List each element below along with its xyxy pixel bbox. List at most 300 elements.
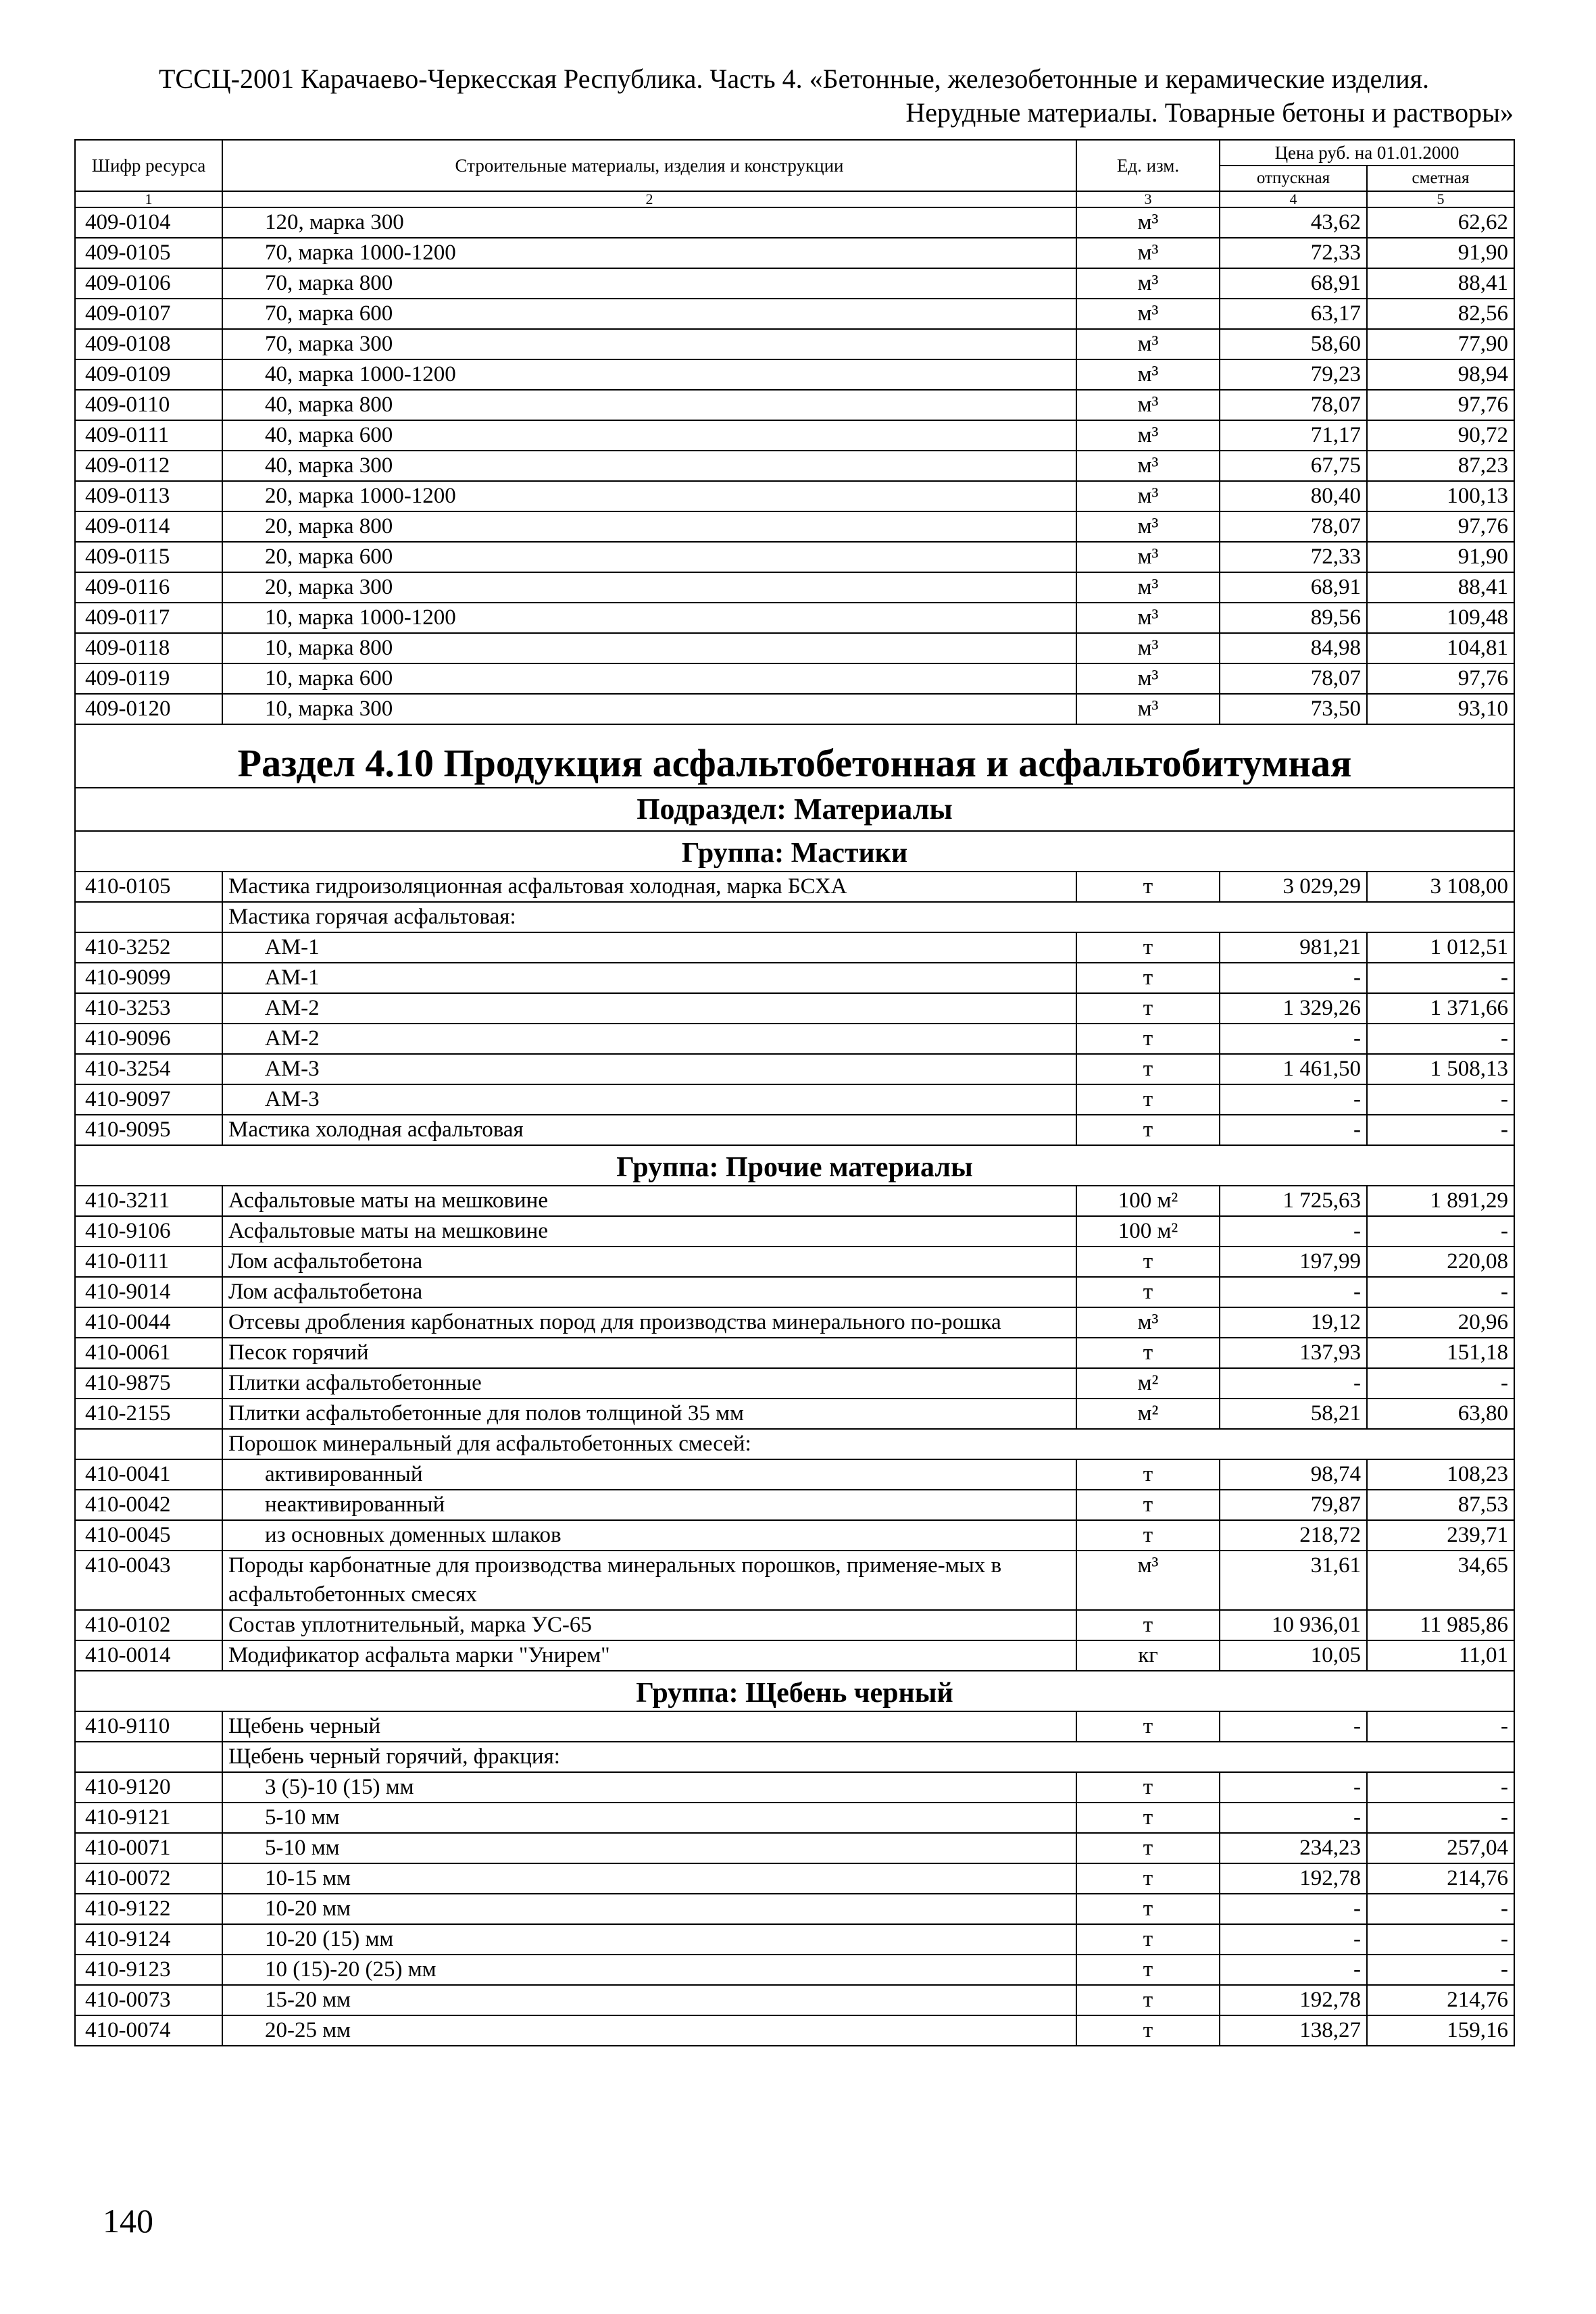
group-title [75, 1145, 1514, 1186]
table-cell: 31,61 [1220, 1551, 1367, 1610]
table-row [75, 1551, 1514, 1610]
table-cell: 137,93 [1220, 1338, 1367, 1368]
table-cell: т [1076, 1610, 1220, 1640]
page-header [74, 62, 1514, 130]
table-row [75, 238, 1514, 268]
table-row [75, 1216, 1514, 1247]
table-cell: неактивированный [222, 1490, 1076, 1520]
table-cell: 409-0116 [75, 572, 222, 603]
table-cell: т [1076, 1024, 1220, 1054]
note-text: Порошок минеральный для асфальтобетонных смесей: [222, 1429, 1514, 1459]
table-cell: 72,33 [1220, 238, 1367, 268]
table-cell: т [1076, 1338, 1220, 1368]
table-row [75, 1955, 1514, 1985]
note-row [75, 1429, 1514, 1459]
table-cell: 90,72 [1367, 420, 1514, 451]
table-cell: Плитки асфальтобетонные для полов толщиной 35 мм [222, 1399, 1076, 1429]
table-cell: 91,90 [1367, 238, 1514, 268]
table-cell: м³ [1076, 207, 1220, 238]
table-cell: м³ [1076, 481, 1220, 511]
table-cell: т [1076, 1863, 1220, 1894]
table-cell: т [1076, 1833, 1220, 1863]
table-row [75, 1024, 1514, 1054]
table-cell: - [1367, 1277, 1514, 1307]
table-row [75, 1520, 1514, 1551]
page-number: 140 [103, 2202, 153, 2240]
table-cell: 409-0113 [75, 481, 222, 511]
table-cell: м³ [1076, 1551, 1220, 1610]
table-row [75, 1054, 1514, 1084]
table-cell [75, 1429, 222, 1459]
table-cell: 20, марка 800 [222, 511, 1076, 542]
table-row [75, 1610, 1514, 1640]
table-cell: - [1367, 1772, 1514, 1803]
table-cell: 109,48 [1367, 603, 1514, 633]
table-cell: - [1220, 1216, 1367, 1247]
table-cell: м³ [1076, 603, 1220, 633]
table-row [75, 1490, 1514, 1520]
table-cell: 410-9099 [75, 963, 222, 993]
table-cell: Состав уплотнительный, марка УС-65 [222, 1610, 1076, 1640]
table-cell: т [1076, 1772, 1220, 1803]
table-row [75, 390, 1514, 420]
header-line-2: Нерудные материалы. Товарные бетоны и растворы» [905, 97, 1514, 128]
table-cell: 72,33 [1220, 542, 1367, 572]
price-table [74, 139, 1515, 2046]
table-row [75, 603, 1514, 633]
table-cell: 1 508,13 [1367, 1054, 1514, 1084]
group-title-text: Группа: Мастики [75, 831, 1514, 872]
table-cell: 120, марка 300 [222, 207, 1076, 238]
table-cell: 10-20 мм [222, 1894, 1076, 1924]
table-row [75, 993, 1514, 1024]
table-cell: 409-0118 [75, 633, 222, 663]
table-cell: АМ-1 [222, 963, 1076, 993]
table-cell: м³ [1076, 511, 1220, 542]
table-cell: 20,96 [1367, 1307, 1514, 1338]
table-cell: 10 936,01 [1220, 1610, 1367, 1640]
table-cell: 100 м² [1076, 1186, 1220, 1216]
table-cell: 410-9106 [75, 1216, 222, 1247]
table-cell: Лом асфальтобетона [222, 1277, 1076, 1307]
table-cell: 410-0061 [75, 1338, 222, 1368]
table-cell: 409-0119 [75, 663, 222, 694]
table-row [75, 481, 1514, 511]
table-row [75, 932, 1514, 963]
table-cell: 410-9097 [75, 1084, 222, 1115]
table-cell: 10, марка 300 [222, 694, 1076, 724]
table-cell: 214,76 [1367, 1985, 1514, 2015]
table-cell: т [1076, 1247, 1220, 1277]
table-cell: Модификатор асфальта марки "Унирем" [222, 1640, 1076, 1671]
table-cell: 71,17 [1220, 420, 1367, 451]
table-cell: т [1076, 963, 1220, 993]
table-cell: м³ [1076, 663, 1220, 694]
table-cell: 410-0044 [75, 1307, 222, 1338]
table-cell: 63,80 [1367, 1399, 1514, 1429]
table-cell: 220,08 [1367, 1247, 1514, 1277]
table-row [75, 420, 1514, 451]
table-cell: 78,07 [1220, 511, 1367, 542]
table-cell: 410-0014 [75, 1640, 222, 1671]
table-cell: - [1367, 1084, 1514, 1115]
table-cell: 87,23 [1367, 451, 1514, 481]
table-cell: 981,21 [1220, 932, 1367, 963]
table-cell: 192,78 [1220, 1985, 1367, 2015]
table-cell: 20, марка 600 [222, 542, 1076, 572]
table-cell: 10 (15)-20 (25) мм [222, 1955, 1076, 1985]
table-cell: 218,72 [1220, 1520, 1367, 1551]
table-row [75, 1277, 1514, 1307]
table-cell: Асфальтовые маты на мешковине [222, 1186, 1076, 1216]
table-cell: 409-0120 [75, 694, 222, 724]
table-cell: 151,18 [1367, 1338, 1514, 1368]
table-cell: - [1220, 1115, 1367, 1145]
table-cell: 15-20 мм [222, 1985, 1076, 2015]
table-cell: т [1076, 1459, 1220, 1490]
table-cell: АМ-1 [222, 932, 1076, 963]
table-cell: из основных доменных шлаков [222, 1520, 1076, 1551]
table-cell: 104,81 [1367, 633, 1514, 663]
table-cell: 34,65 [1367, 1551, 1514, 1610]
table-cell: 3 108,00 [1367, 872, 1514, 902]
group-title [75, 1671, 1514, 1711]
table-cell: 409-0112 [75, 451, 222, 481]
table-cell: 410-0072 [75, 1863, 222, 1894]
table-cell: - [1220, 1024, 1367, 1054]
table-cell: 11 985,86 [1367, 1610, 1514, 1640]
table-row [75, 359, 1514, 390]
table-row [75, 1894, 1514, 1924]
table-cell: 77,90 [1367, 329, 1514, 359]
table-body [75, 207, 1514, 2046]
col-unit-header: Ед. изм. [1076, 140, 1220, 191]
table-row [75, 207, 1514, 238]
table-cell: 410-0041 [75, 1459, 222, 1490]
table-row [75, 1399, 1514, 1429]
table-cell: 410-9122 [75, 1894, 222, 1924]
table-cell: - [1367, 963, 1514, 993]
table-cell: 410-9124 [75, 1924, 222, 1955]
table-cell: 97,76 [1367, 390, 1514, 420]
table-cell: т [1076, 1277, 1220, 1307]
table-cell: 1 371,66 [1367, 993, 1514, 1024]
table-cell: 78,07 [1220, 390, 1367, 420]
table-cell: 410-3254 [75, 1054, 222, 1084]
table-cell: 410-3253 [75, 993, 222, 1024]
table-row [75, 694, 1514, 724]
table-cell: 10-20 (15) мм [222, 1924, 1076, 1955]
table-cell: Асфальтовые маты на мешковине [222, 1216, 1076, 1247]
table-row [75, 1924, 1514, 1955]
section-title [75, 724, 1514, 788]
table-cell: м³ [1076, 299, 1220, 329]
table-row [75, 299, 1514, 329]
table-cell: 410-9120 [75, 1772, 222, 1803]
col-estimate-header: сметная [1367, 166, 1514, 191]
table-cell: т [1076, 872, 1220, 902]
table-cell: АМ-2 [222, 1024, 1076, 1054]
table-cell: 409-0104 [75, 207, 222, 238]
subsection-title-text: Подраздел: Материалы [75, 788, 1514, 831]
table-cell: 58,60 [1220, 329, 1367, 359]
table-cell: - [1367, 1368, 1514, 1399]
table-cell: м³ [1076, 238, 1220, 268]
table-cell: т [1076, 1803, 1220, 1833]
table-cell: - [1367, 1924, 1514, 1955]
table-cell: 82,56 [1367, 299, 1514, 329]
table-cell: 84,98 [1220, 633, 1367, 663]
table-cell: 409-0105 [75, 238, 222, 268]
table-cell: - [1220, 1084, 1367, 1115]
table-cell: 410-0105 [75, 872, 222, 902]
table-cell: 214,76 [1367, 1863, 1514, 1894]
table-row [75, 511, 1514, 542]
table-cell: 73,50 [1220, 694, 1367, 724]
table-cell: 410-9096 [75, 1024, 222, 1054]
table-cell: - [1220, 1711, 1367, 1742]
table-cell: Отсевы дробления карбонатных пород для производства минерального по-рошка [222, 1307, 1076, 1338]
group-title-text: Группа: Щебень черный [75, 1671, 1514, 1711]
table-cell: 20-25 мм [222, 2015, 1076, 2046]
table-cell: 89,56 [1220, 603, 1367, 633]
table-cell: - [1367, 1894, 1514, 1924]
table-cell: т [1076, 1711, 1220, 1742]
table-cell: 87,53 [1367, 1490, 1514, 1520]
table-cell: 62,62 [1367, 207, 1514, 238]
table-cell: 197,99 [1220, 1247, 1367, 1277]
table-row [75, 1803, 1514, 1833]
table-cell: 43,62 [1220, 207, 1367, 238]
table-cell: 10, марка 800 [222, 633, 1076, 663]
note-text: Щебень черный горячий, фракция: [222, 1742, 1514, 1772]
table-cell: 138,27 [1220, 2015, 1367, 2046]
table-cell: 410-9123 [75, 1955, 222, 1985]
table-cell: АМ-2 [222, 993, 1076, 1024]
table-cell: м³ [1076, 390, 1220, 420]
table-cell: 70, марка 600 [222, 299, 1076, 329]
table-row [75, 451, 1514, 481]
note-row [75, 902, 1514, 932]
table-cell: 97,76 [1367, 511, 1514, 542]
table-cell: 410-0111 [75, 1247, 222, 1277]
col-num: 5 [1367, 191, 1514, 207]
table-cell: т [1076, 993, 1220, 1024]
table-cell: 409-0114 [75, 511, 222, 542]
table-cell: м² [1076, 1399, 1220, 1429]
table-cell: 10, марка 600 [222, 663, 1076, 694]
table-cell: т [1076, 1955, 1220, 1985]
group-title [75, 831, 1514, 872]
table-cell: 410-9014 [75, 1277, 222, 1307]
table-cell: 58,21 [1220, 1399, 1367, 1429]
table-cell: 10-15 мм [222, 1863, 1076, 1894]
note-row [75, 1742, 1514, 1772]
table-cell: Мастика холодная асфальтовая [222, 1115, 1076, 1145]
table-row [75, 1640, 1514, 1671]
table-cell: - [1367, 1216, 1514, 1247]
table-cell: 108,23 [1367, 1459, 1514, 1490]
table-cell: 410-9875 [75, 1368, 222, 1399]
table-cell: 98,74 [1220, 1459, 1367, 1490]
table-cell: 410-9110 [75, 1711, 222, 1742]
table-cell: 410-3252 [75, 932, 222, 963]
table-cell: т [1076, 1490, 1220, 1520]
table-cell: 67,75 [1220, 451, 1367, 481]
table-cell: - [1367, 1711, 1514, 1742]
table-cell: 409-0107 [75, 299, 222, 329]
table-cell: 68,91 [1220, 268, 1367, 299]
table-row [75, 1833, 1514, 1863]
table-row [75, 542, 1514, 572]
table-cell: 93,10 [1367, 694, 1514, 724]
table-cell: т [1076, 1115, 1220, 1145]
table-row [75, 572, 1514, 603]
table-cell: 410-0074 [75, 2015, 222, 2046]
table-cell: Песок горячий [222, 1338, 1076, 1368]
table-cell: 409-0115 [75, 542, 222, 572]
table-cell: т [1076, 1084, 1220, 1115]
table-row [75, 1307, 1514, 1338]
note-text: Мастика горячая асфальтовая: [222, 902, 1514, 932]
table-cell: 10, марка 1000-1200 [222, 603, 1076, 633]
col-release-header: отпускная [1220, 166, 1367, 191]
table-cell: т [1076, 1894, 1220, 1924]
table-cell: 68,91 [1220, 572, 1367, 603]
table-cell: - [1220, 1894, 1367, 1924]
table-cell: 40, марка 300 [222, 451, 1076, 481]
subsection-title [75, 788, 1514, 831]
table-cell: м³ [1076, 420, 1220, 451]
col-num: 3 [1076, 191, 1220, 207]
table-cell: 410-0043 [75, 1551, 222, 1610]
table-cell: 70, марка 800 [222, 268, 1076, 299]
table-cell: - [1220, 1955, 1367, 1985]
table-row [75, 1711, 1514, 1742]
table-cell: 20, марка 300 [222, 572, 1076, 603]
table-cell: 70, марка 1000-1200 [222, 238, 1076, 268]
table-cell: т [1076, 932, 1220, 963]
table-cell: 1 012,51 [1367, 932, 1514, 963]
table-cell: 410-0102 [75, 1610, 222, 1640]
table-cell: 192,78 [1220, 1863, 1367, 1894]
table-cell: 409-0108 [75, 329, 222, 359]
table-cell: 40, марка 1000-1200 [222, 359, 1076, 390]
table-row [75, 1115, 1514, 1145]
table-cell: м³ [1076, 572, 1220, 603]
col-num: 2 [222, 191, 1076, 207]
table-cell: т [1076, 1054, 1220, 1084]
table-cell: Щебень черный [222, 1711, 1076, 1742]
table-cell: 410-3211 [75, 1186, 222, 1216]
table-cell [75, 1742, 222, 1772]
table-cell: 409-0106 [75, 268, 222, 299]
table-cell: 100 м² [1076, 1216, 1220, 1247]
table-cell: 410-9121 [75, 1803, 222, 1833]
table-cell: 98,94 [1367, 359, 1514, 390]
table-cell: Породы карбонатные для производства минеральных порошков, применяе-мых в асфальтобетонных смесях [222, 1551, 1076, 1610]
table-cell: 79,23 [1220, 359, 1367, 390]
table-cell: 1 725,63 [1220, 1186, 1367, 1216]
table-cell: 11,01 [1367, 1640, 1514, 1671]
col-code-header: Шифр ресурса [75, 140, 222, 191]
table-cell: - [1220, 1277, 1367, 1307]
table-cell: 3 (5)-10 (15) мм [222, 1772, 1076, 1803]
table-cell: 3 029,29 [1220, 872, 1367, 902]
table-row [75, 1863, 1514, 1894]
table-cell: 19,12 [1220, 1307, 1367, 1338]
table-row [75, 1772, 1514, 1803]
table-row [75, 329, 1514, 359]
table-cell: 410-0045 [75, 1520, 222, 1551]
table-row [75, 1338, 1514, 1368]
table-cell: т [1076, 1924, 1220, 1955]
table-cell: - [1220, 963, 1367, 993]
table-cell: м³ [1076, 1307, 1220, 1338]
table-cell: 410-0073 [75, 1985, 222, 2015]
table-cell: м³ [1076, 268, 1220, 299]
table-cell: 409-0110 [75, 390, 222, 420]
table-cell: 5-10 мм [222, 1833, 1076, 1863]
col-name-header: Строительные материалы, изделия и конструкции [222, 140, 1076, 191]
table-cell [75, 902, 222, 932]
col-num: 1 [75, 191, 222, 207]
table-cell: 70, марка 300 [222, 329, 1076, 359]
table-cell: АМ-3 [222, 1084, 1076, 1115]
table-cell: 410-0071 [75, 1833, 222, 1863]
table-cell: 40, марка 800 [222, 390, 1076, 420]
table-cell: 159,16 [1367, 2015, 1514, 2046]
table-cell: 410-2155 [75, 1399, 222, 1429]
table-cell: 5-10 мм [222, 1803, 1076, 1833]
table-cell: 63,17 [1220, 299, 1367, 329]
table-cell: 100,13 [1367, 481, 1514, 511]
col-num: 4 [1220, 191, 1367, 207]
table-cell: 88,41 [1367, 572, 1514, 603]
table-row [75, 633, 1514, 663]
table-cell: 410-9095 [75, 1115, 222, 1145]
table-row [75, 963, 1514, 993]
group-title-text: Группа: Прочие материалы [75, 1145, 1514, 1186]
table-cell: т [1076, 1520, 1220, 1551]
table-row [75, 1186, 1514, 1216]
table-cell: 91,90 [1367, 542, 1514, 572]
table-cell: м³ [1076, 329, 1220, 359]
table-cell: - [1220, 1803, 1367, 1833]
table-row [75, 872, 1514, 902]
table-row [75, 1247, 1514, 1277]
table-cell: - [1367, 1803, 1514, 1833]
table-cell: м³ [1076, 633, 1220, 663]
table-cell: т [1076, 2015, 1220, 2046]
table-cell: - [1220, 1772, 1367, 1803]
table-cell: 257,04 [1367, 1833, 1514, 1863]
table-cell: - [1367, 1955, 1514, 1985]
table-cell: м³ [1076, 694, 1220, 724]
table-cell: 10,05 [1220, 1640, 1367, 1671]
table-cell: 1 891,29 [1367, 1186, 1514, 1216]
table-cell: - [1367, 1024, 1514, 1054]
table-cell: 410-0042 [75, 1490, 222, 1520]
table-cell: 78,07 [1220, 663, 1367, 694]
table-cell: 409-0111 [75, 420, 222, 451]
table-cell: Лом асфальтобетона [222, 1247, 1076, 1277]
table-cell: 97,76 [1367, 663, 1514, 694]
table-cell: 88,41 [1367, 268, 1514, 299]
table-cell: 80,40 [1220, 481, 1367, 511]
table-cell: 409-0109 [75, 359, 222, 390]
table-cell: м³ [1076, 359, 1220, 390]
